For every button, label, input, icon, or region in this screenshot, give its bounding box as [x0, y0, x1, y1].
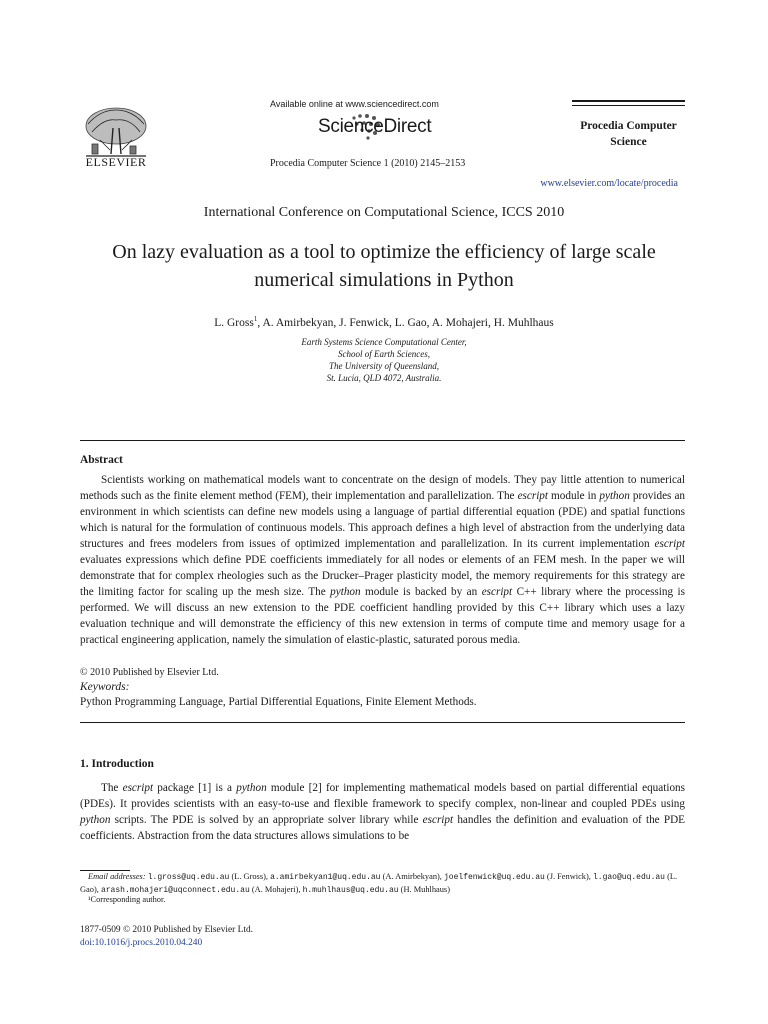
intro-term: python	[80, 814, 111, 826]
intro-term: python	[236, 782, 267, 794]
email-owner: (A. Amirbekyan),	[380, 872, 444, 881]
intro-term: escript	[422, 814, 454, 826]
abstract-text: module in	[548, 490, 600, 502]
email-address: arash.mohajeri@uqconnect.edu.au	[100, 886, 250, 895]
issn-line: 1877-0509 © 2010 Published by Elsevier Ltd.	[80, 925, 253, 935]
abstract-bottom-rule	[80, 722, 685, 723]
available-online-text: Available online at www.sciencedirect.com	[270, 99, 439, 109]
journal-name-line1: Procedia Computer	[580, 120, 677, 132]
email-label: Email addresses:	[88, 872, 146, 881]
abstract-text: evaluates expressions which define PDE coefficients immediately for all nodes or elements of an FEM mesh. In the paper we will demonstrate that for complex rheologies such as the Drucker–Prager plasticity model, the memory requirements for this strategy are the limiting factor for scaling up the mesh size. The	[80, 554, 685, 598]
keywords-heading: Keywords:	[80, 681, 130, 693]
introduction-body	[80, 780, 685, 844]
abstract-term: escript	[654, 538, 685, 550]
keywords-list: Python Programming Language, Partial Differential Equations, Finite Element Methods.	[80, 696, 477, 708]
abstract-heading: Abstract	[80, 454, 123, 466]
affiliation-line: School of Earth Sciences,	[338, 349, 430, 359]
email-address: a.amirbekyan1@uq.edu.au	[270, 873, 381, 882]
journal-name	[572, 118, 685, 150]
abstract-text: Scientists working on mathematical models want to concentrate on the design of models. They pay little attention to numerical methods such as the finite element method (FEM), their implementation and parallelization. The	[80, 474, 685, 502]
abstract-text: module is backed by an	[360, 586, 482, 598]
abstract-term: python	[330, 586, 361, 598]
email-owner: (L. Gao),	[80, 872, 678, 894]
masthead-rule-thin	[572, 105, 685, 106]
masthead-rule	[572, 100, 685, 102]
journal-citation: Procedia Computer Science 1 (2010) 2145–2153	[270, 158, 466, 169]
intro-text: package [1] is a	[153, 782, 237, 794]
abstract-text: provides an environment in which scientists can define new models using a language of partial differential equation (PDE) and spatial functions which is natural for the formulation of continuous models. This approach defines a high level of abstraction from the underlying data structures and frees modelers from issues of optimized implementation and parallelization. In its current implementation	[80, 490, 686, 550]
publisher-name: ELSEVIER	[85, 155, 147, 169]
email-address: l.gross@uq.edu.au	[147, 873, 230, 882]
sciencedirect-wordmark: ScienceDirect	[318, 116, 432, 137]
email-owner: (A. Mohajeri),	[249, 885, 303, 894]
abstract-body	[80, 472, 685, 648]
title-line-2: numerical simulations in Python	[254, 269, 514, 291]
doi-link[interactable]: doi:10.1016/j.procs.2010.04.240	[80, 938, 203, 948]
email-address: joelfenwick@uq.edu.au	[443, 873, 545, 882]
affiliation	[80, 336, 688, 384]
footnote-emails	[80, 871, 685, 897]
email-owner: (J. Fenwick),	[544, 872, 593, 881]
intro-text: handles the definition and evaluation of the PDE coefficients. Abstraction from the data structures allows simulations to be	[80, 814, 685, 842]
intro-text: module [2] for implementing mathematical models based on partial differential equations (PDEs). It provides scientists with an easy-to-use and flexible framework to specify complex, non-linear and coupled PDEs using	[80, 782, 685, 810]
corresponding-author-note: ¹Corresponding author.	[88, 895, 166, 904]
author-list	[80, 315, 688, 329]
journal-url-link[interactable]: www.elsevier.com/locate/procedia	[540, 178, 678, 189]
abstract-term: python	[599, 490, 630, 502]
author-footnote-mark: 1	[253, 315, 258, 323]
email-address: h.muhlhaus@uq.edu.au	[302, 886, 399, 895]
intro-text: scripts. The PDE is solved by an appropriate solver library while	[110, 814, 423, 826]
author-first: L. Gross	[214, 316, 254, 329]
section-heading-introduction: 1. Introduction	[80, 758, 154, 770]
title-line-1: On lazy evaluation as a tool to optimize the efficiency of large scale	[112, 241, 656, 263]
affiliation-line: The University of Queensland,	[329, 361, 439, 371]
email-address: l.gao@uq.edu.au	[592, 873, 665, 882]
intro-text: The	[101, 782, 123, 794]
copyright-notice: © 2010 Published by Elsevier Ltd.	[80, 667, 219, 678]
conference-name: International Conference on Computational Science, ICCS 2010	[203, 205, 565, 220]
abstract-term: escript	[517, 490, 549, 502]
affiliation-line: St. Lucia, QLD 4072, Australia.	[326, 373, 442, 383]
author-rest: , A. Amirbekyan, J. Fenwick, L. Gao, A. Mohajeri, H. Muhlhaus	[257, 316, 554, 329]
intro-term: escript	[122, 782, 154, 794]
email-owner: (H. Muhlhaus)	[398, 885, 450, 894]
email-owner: (L. Gross),	[229, 872, 271, 881]
abstract-term: escript	[481, 586, 513, 598]
paper-title	[80, 238, 688, 294]
journal-name-line2: Science	[610, 136, 647, 148]
abstract-text: C++ library where the processing is performed. We will discuss an new extension to the PDE coefficient handling provided by this C++ library which uses a lazy evaluation technique and will demonstrate the efficiency of this new extension in terms of compute time and memory usage for a practical engineering application, namely the simulation of elastic-plastic, saturated porous media.	[80, 586, 685, 646]
abstract-top-rule	[80, 440, 685, 441]
affiliation-line: Earth Systems Science Computational Center,	[301, 337, 467, 347]
